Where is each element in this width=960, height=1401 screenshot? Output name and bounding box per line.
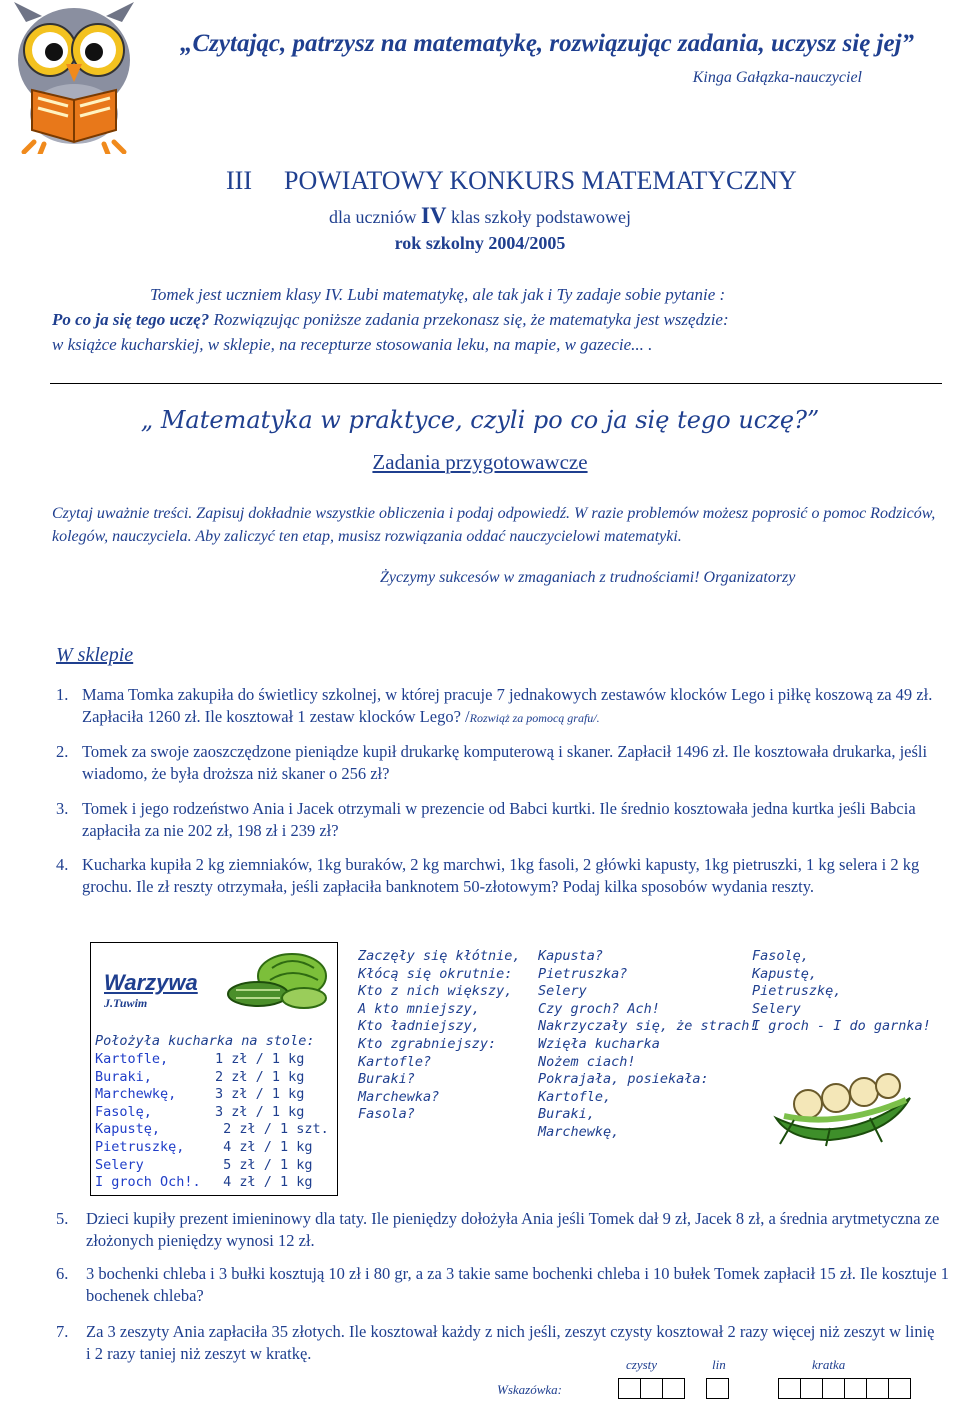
poem-column-2 <box>538 948 757 1142</box>
price-row <box>95 1157 333 1175</box>
poem-line: Kłócą się okrutnie: <box>358 965 513 982</box>
poem-author: J.Tuwim <box>104 996 148 1010</box>
peas-in-pod-illustration <box>770 1058 920 1148</box>
poem-line: Buraki, <box>538 1106 595 1123</box>
competition-title <box>226 166 797 196</box>
box-kratka-3 <box>822 1378 845 1399</box>
poem-column-1 <box>358 948 521 1124</box>
price-list <box>95 1051 333 1192</box>
intro-paragraph: Tomek jest uczniem klasy IV. Lubi matematykę, ale tak jak i Ty zadaje sobie pytanie : Po co ja się tego uczę? Rozwiązując poniższe zadania przekonasz się, że matematyka jest wszędzie: w książce kucharskiej, w sklepie, na recepturze stosowania leku, na mapie, w gazecie... . <box>52 285 729 354</box>
poem-line: Kartofle, <box>538 1088 612 1105</box>
title-text: POWIATOWY KONKURS MATEMATYCZNY <box>284 166 797 195</box>
price-row <box>95 1139 333 1157</box>
poem-line: Marchewkę, <box>538 1123 620 1140</box>
poem-line: Kto z nich większy, <box>358 983 513 1000</box>
label-lin: lin <box>712 1357 726 1372</box>
poem-line: Pokrajała, posiekała: <box>538 1071 709 1088</box>
label-kratka: kratka <box>812 1357 846 1372</box>
price-row <box>95 1121 333 1139</box>
box-kratka-1 <box>778 1378 801 1399</box>
price-value: 3 zł / 1 kg <box>215 1103 305 1120</box>
poem-line: Wzięła kucharka <box>538 1035 660 1052</box>
price-value: 5 zł / 1 kg <box>215 1156 313 1173</box>
box-czysty-2 <box>640 1378 663 1399</box>
poem-line: Nożem ciach! <box>538 1053 636 1070</box>
poem-line: Kartofle? <box>358 1053 432 1070</box>
price-row <box>95 1174 333 1192</box>
school-year: rok szkolny 2004/2005 <box>394 233 566 253</box>
owl-reading-book-illustration <box>4 2 144 154</box>
price-item: Selery <box>95 1156 144 1173</box>
box-kratka-4 <box>844 1378 867 1399</box>
wishes: Życzymy sukcesów w zmaganiach z trudnościami! Organizatorzy <box>380 569 796 586</box>
price-row <box>95 1051 333 1069</box>
box-czysty-3 <box>662 1378 685 1399</box>
price-value: 2 zł / 1 kg <box>215 1068 305 1085</box>
poem-line: Selery <box>752 1000 801 1017</box>
motto: „Czytając, patrzysz na matematykę, rozwiązując zadania, uczysz się jej” <box>180 30 915 57</box>
key-question: Po co ja się tego uczę? <box>52 310 210 329</box>
price-value: 4 zł / 1 kg <box>215 1138 313 1155</box>
price-value: 4 zł / 1 kg <box>215 1174 313 1191</box>
price-item: Marchewkę, <box>95 1086 177 1103</box>
poem-line: Pietruszkę, <box>752 983 842 1000</box>
poem-line: Kapustę, <box>752 965 818 982</box>
author-signature: Kinga Gałązka-nauczyciel <box>692 69 862 86</box>
poem-line: Selery <box>538 983 587 1000</box>
divider <box>50 383 942 384</box>
section-in-shop: W sklepie <box>56 644 134 666</box>
box-kratka-2 <box>800 1378 823 1399</box>
box-lin-1 <box>706 1378 729 1399</box>
vegetables-illustration <box>222 950 332 1012</box>
subtitle: dla uczniów IV klas szkoły podstawowej <box>328 203 631 228</box>
poem-column-3 <box>752 948 931 1036</box>
poem-line: A kto mniejszy, <box>358 1000 480 1017</box>
poem-intro: Położyła kucharka na stole: <box>95 1033 315 1049</box>
price-value: 3 zł / 1 kg <box>215 1086 305 1103</box>
poem-line: Kto ładniejszy, <box>358 1018 480 1035</box>
instructions: Czytaj uważnie treści. Zapisuj dokładnie wszystkie obliczenia i podaj odpowiedź. W razie problemów możesz poprosić o pomoc Rodziców, kolegów, nauczyciela. Aby zaliczyć ten etap, musisz rozwiązania oddać nauczycielowi matematyki. <box>52 505 936 545</box>
section-heading: „ Matematyka w praktyce, czyli po co ja się tego uczę?” <box>140 406 820 434</box>
poem-line: Marchewka? <box>358 1088 440 1105</box>
price-item: I groch Och!. <box>95 1174 201 1191</box>
poem-line: I groch - I do garnka! <box>752 1018 931 1035</box>
box-czysty-1 <box>618 1378 641 1399</box>
hint-label: Wskazówka: <box>497 1382 562 1397</box>
price-item: Kartofle, <box>95 1051 169 1067</box>
price-value: 2 zł / 1 szt. <box>215 1121 329 1138</box>
poem-line: Zaczęły się kłótnie, <box>358 948 521 964</box>
box-kratka-6 <box>888 1378 911 1399</box>
poem-line: Nakrzyczały się, że strach! <box>538 1018 758 1035</box>
poem-line: Kto zgrabniejszy: <box>358 1035 497 1052</box>
poem-line: Kapusta? <box>538 948 604 964</box>
price-item: Buraki, <box>95 1068 152 1085</box>
label-czysty: czysty <box>626 1357 658 1372</box>
price-item: Kapustę, <box>95 1121 161 1138</box>
prep-tasks-heading: Zadania przygotowawcze <box>372 450 588 474</box>
price-row <box>95 1086 333 1104</box>
price-row <box>95 1104 333 1122</box>
price-item: Fasolę, <box>95 1103 152 1120</box>
box-kratka-5 <box>866 1378 889 1399</box>
price-item: Pietruszkę, <box>95 1138 185 1155</box>
poem-title: Warzywa <box>104 970 198 995</box>
poem-line: Czy groch? Ach! <box>538 1000 660 1017</box>
poem-line: Pietruszka? <box>538 965 628 982</box>
price-value: 1 zł / 1 kg <box>215 1051 305 1067</box>
poem-line: Fasola? <box>358 1106 415 1123</box>
poem-line: Buraki? <box>358 1071 415 1088</box>
title-number: III <box>226 166 252 195</box>
poem-line: Fasolę, <box>752 948 809 964</box>
price-row <box>95 1069 333 1087</box>
